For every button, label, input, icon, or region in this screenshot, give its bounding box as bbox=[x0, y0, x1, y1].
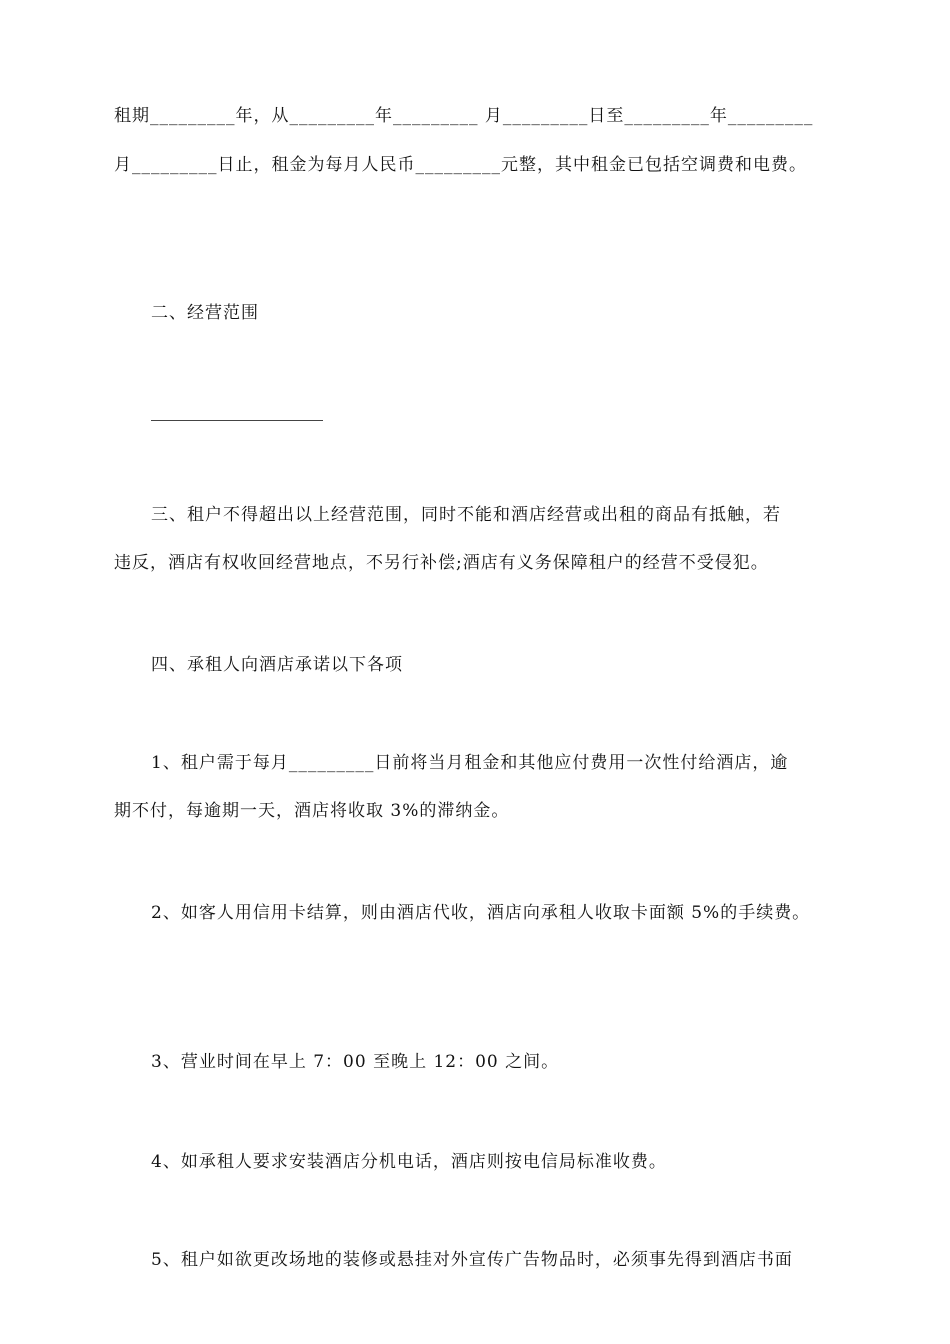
section-two-heading: 二、经营范围 bbox=[151, 303, 259, 323]
term-clause-line-2: 月_________日止，租金为每月人民币_________元整，其中租金已包括空调费和电费。 bbox=[114, 155, 807, 175]
term-clause-line-1: 租期_________年，从_________年_________ 月_________日至_________年_________ bbox=[114, 106, 814, 126]
item-1-line-2: 期不付，每逾期一天，酒店将收取 3%的滞纳金。 bbox=[114, 801, 510, 821]
section-four-heading: 四、承租人向酒店承诺以下各项 bbox=[151, 655, 403, 675]
item-3: 3、营业时间在早上 7：00 至晚上 12：00 之间。 bbox=[151, 1052, 560, 1072]
item-2: 2、如客人用信用卡结算，则由酒店代收，酒店向承租人收取卡面额 5%的手续费。 bbox=[151, 903, 811, 923]
item-1-line-1: 1、租户需于每月_________日前将当月租金和其他应付费用一次性付给酒店，逾 bbox=[151, 753, 789, 773]
item-4: 4、如承租人要求安装酒店分机电话，酒店则按电信局标准收费。 bbox=[151, 1152, 667, 1172]
item-5-line-1: 5、租户如欲更改场地的装修或悬挂对外宣传广告物品时，必须事先得到酒店书面 bbox=[151, 1250, 793, 1270]
section-three-line-2: 违反，酒店有权收回经营地点，不另行补偿;酒店有义务保障租户的经营不受侵犯。 bbox=[114, 553, 769, 573]
business-scope-blank-line bbox=[151, 420, 323, 421]
section-three-line-1: 三、租户不得超出以上经营范围，同时不能和酒店经营或出租的商品有抵触，若 bbox=[151, 505, 781, 525]
